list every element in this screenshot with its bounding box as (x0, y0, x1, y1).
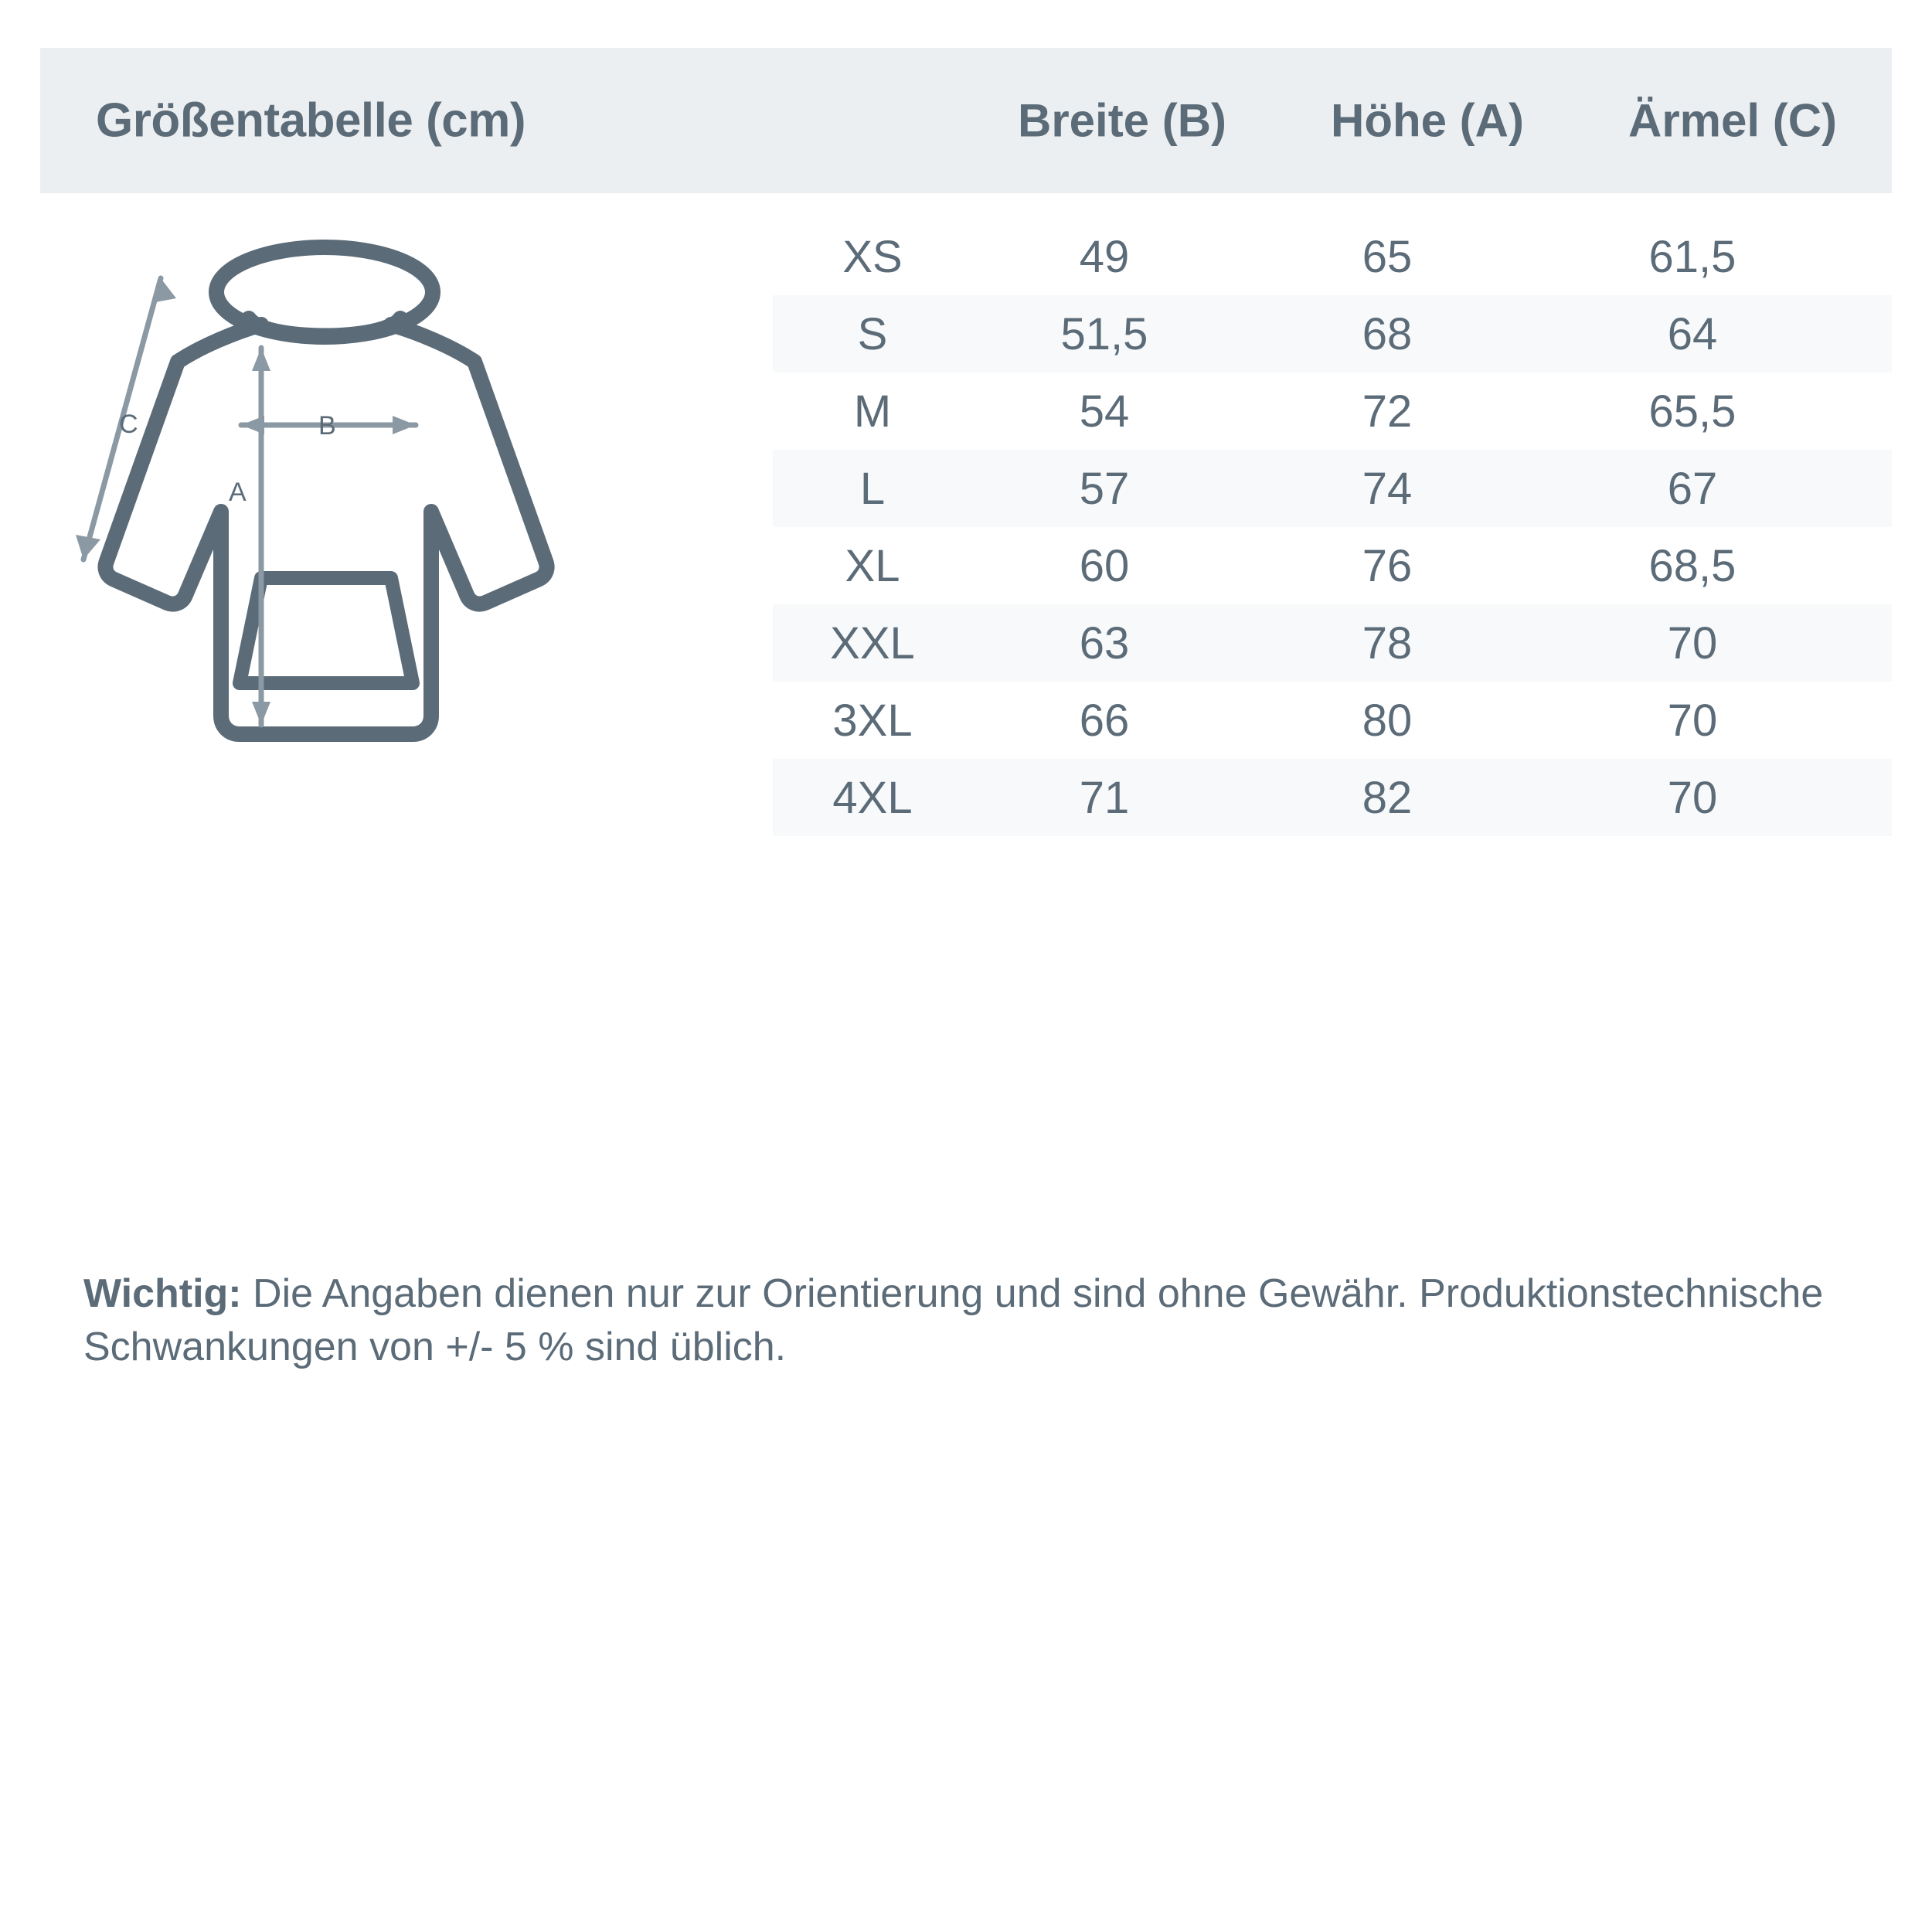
label-sleeve: C (119, 410, 138, 439)
cell-size: L (859, 463, 886, 514)
cell-breite: 66 (1079, 695, 1130, 746)
table-row (773, 682, 1892, 759)
cell-aermel: 67 (1667, 463, 1718, 514)
table-row (773, 372, 1892, 450)
cell-size: M (853, 386, 892, 437)
cell-hoehe: 65 (1362, 231, 1413, 282)
table-row (773, 527, 1892, 604)
cell-hoehe: 72 (1362, 386, 1413, 437)
cell-aermel: 65,5 (1648, 386, 1736, 437)
cell-hoehe: 78 (1362, 617, 1413, 668)
table-row (773, 450, 1892, 527)
table-row (773, 218, 1892, 295)
cell-aermel: 70 (1667, 695, 1718, 746)
cell-aermel: 61,5 (1648, 231, 1736, 282)
cell-breite: 60 (1079, 540, 1130, 591)
label-width: B (318, 411, 336, 440)
cell-hoehe: 74 (1362, 463, 1413, 514)
cell-size: 3XL (832, 695, 913, 746)
cell-breite: 57 (1079, 463, 1130, 514)
cell-aermel: 68,5 (1648, 540, 1736, 591)
column-headers (813, 94, 1892, 148)
column-header-breite: Breite (B) (1017, 94, 1227, 147)
disclaimer-text: Die Angaben dienen nur zur Orientierung und sind ohne Gewähr. Produktionstechnische Schwankungen von +/- 5 % sind üblich. (83, 1271, 1824, 1369)
table-row (773, 759, 1892, 836)
column-header-aermel: Ärmel (C) (1628, 94, 1838, 147)
table-row (773, 295, 1892, 372)
label-height: A (229, 478, 247, 507)
column-header-hoehe: Höhe (A) (1331, 94, 1524, 147)
hoodie-diagram (70, 232, 765, 819)
cell-size: XL (845, 540, 900, 591)
cell-size: 4XL (832, 772, 913, 823)
table-row (773, 604, 1892, 682)
column-header-size (813, 94, 968, 148)
disclaimer-label: Wichtig: (83, 1271, 242, 1316)
cell-aermel: 70 (1667, 772, 1718, 823)
cell-hoehe: 76 (1362, 540, 1413, 591)
cell-hoehe: 82 (1362, 772, 1413, 823)
cell-aermel: 70 (1667, 617, 1718, 668)
table-header-band (40, 48, 1892, 193)
cell-size: S (857, 308, 888, 359)
cell-breite: 51,5 (1060, 308, 1148, 359)
cell-breite: 71 (1079, 772, 1130, 823)
cell-hoehe: 80 (1362, 695, 1413, 746)
cell-breite: 54 (1079, 386, 1130, 437)
cell-hoehe: 68 (1362, 308, 1413, 359)
page-title: Größentabelle (cm) (96, 94, 526, 148)
cell-breite: 63 (1079, 617, 1130, 668)
size-table (773, 218, 1892, 836)
cell-breite: 49 (1079, 231, 1130, 282)
cell-size: XXL (830, 617, 915, 668)
cell-aermel: 64 (1667, 308, 1718, 359)
cell-size: XS (842, 231, 903, 282)
disclaimer-note (83, 1267, 1861, 1373)
